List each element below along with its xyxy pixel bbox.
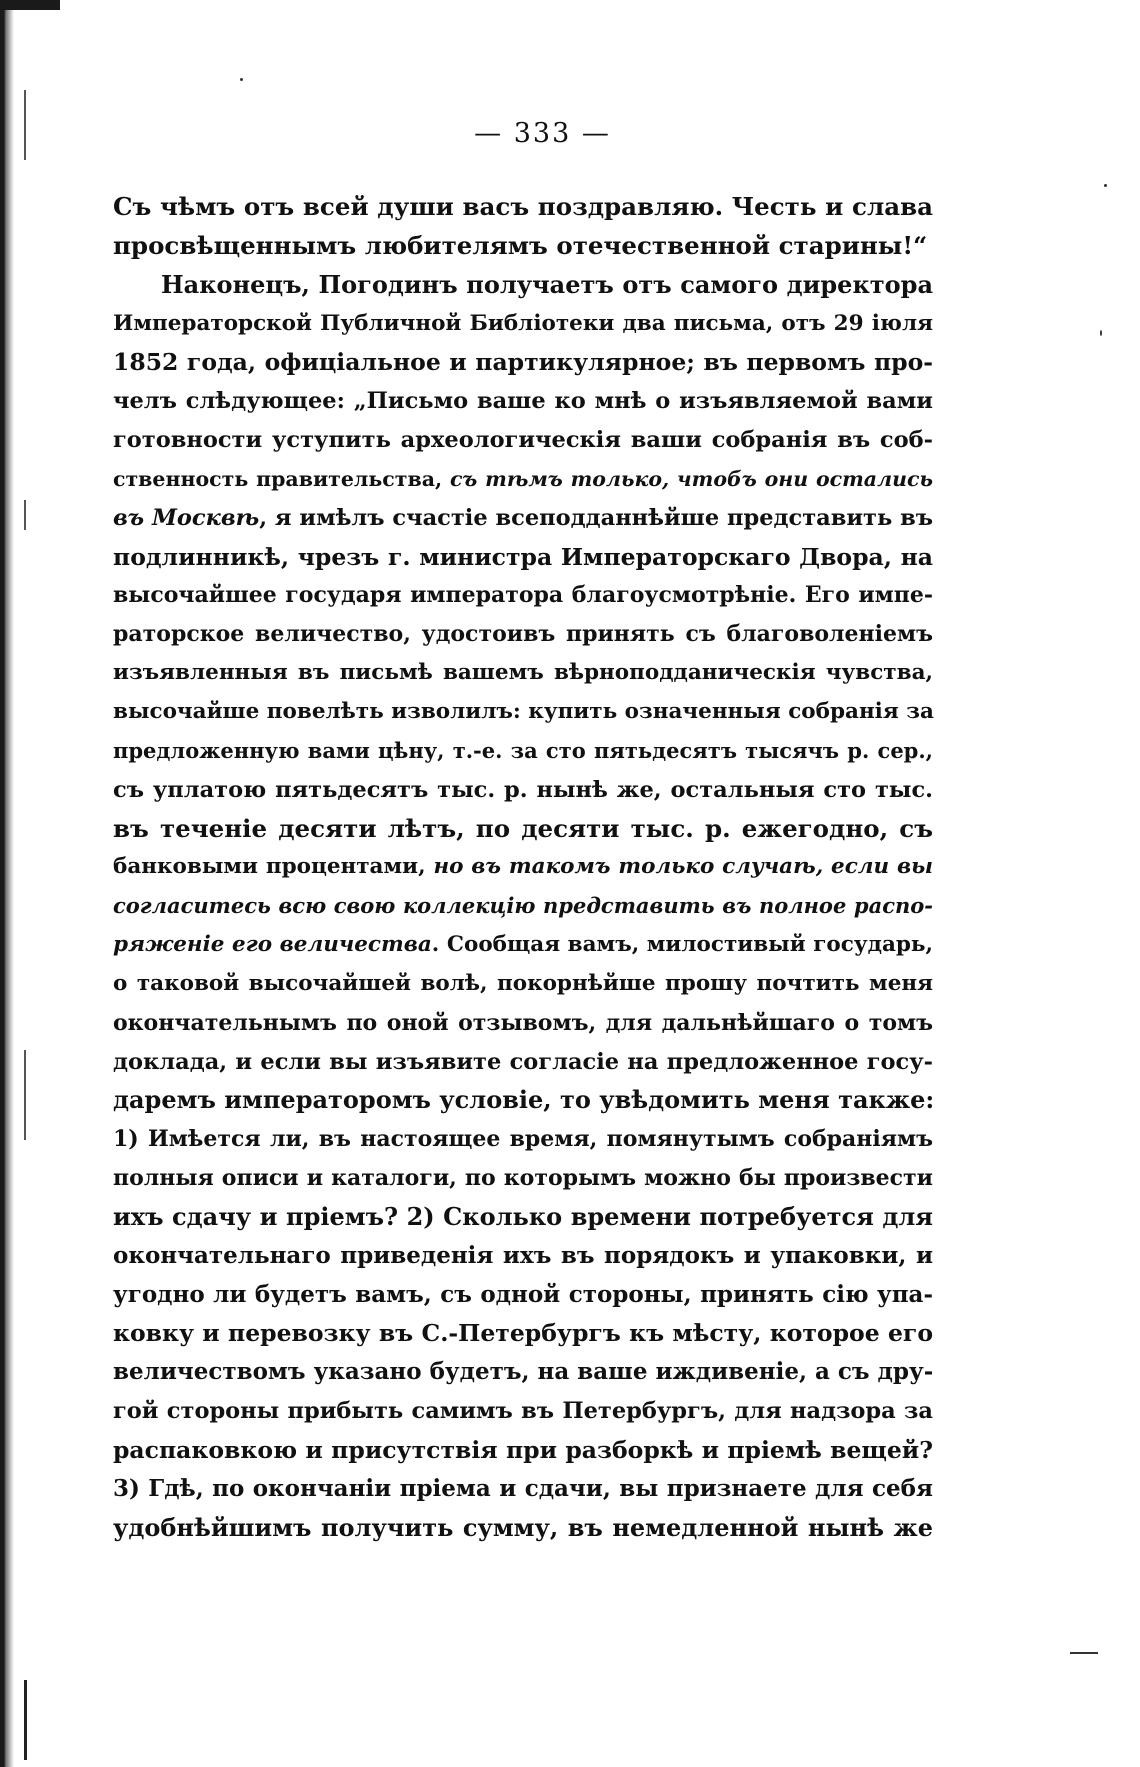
- text-segment: окончательнаго приведенія ихъ въ порядокъ и упаковки, и: [113, 1241, 933, 1269]
- text-segment: удобнѣйшимъ получить сумму, въ немедленной нынѣ же: [113, 1512, 933, 1542]
- scan-border-top: [0, 0, 60, 10]
- scan-border-left: [0, 0, 14, 1767]
- scan-speck: [1104, 184, 1107, 187]
- text-line: [113, 1509, 933, 1548]
- text-line: [113, 343, 933, 382]
- italic-text-segment: но въ такомъ только случаѣ, если вы: [433, 854, 933, 880]
- text-line: [113, 771, 933, 810]
- text-segment: Императорской Публичной Библіотеки два письма, отъ 29 іюля: [113, 310, 933, 336]
- text-segment: банковыми процентами,: [113, 854, 434, 880]
- text-line: [113, 1314, 933, 1353]
- text-line: [113, 848, 933, 887]
- text-line: [113, 1159, 933, 1198]
- text-segment: просвѣщеннымъ любителямъ отечественной старины!“: [113, 230, 928, 260]
- scan-artifact-mark: [24, 500, 26, 530]
- text-line: [113, 1081, 933, 1120]
- text-line: [113, 693, 933, 732]
- text-line: [113, 188, 933, 227]
- text-line: [113, 538, 933, 577]
- page-number: — 333 —: [474, 118, 611, 149]
- text-segment: . Сообщая вамъ, милостивый государь,: [431, 932, 933, 958]
- text-segment: высочайше повелѣть изволилъ: купить означенныя собранія за: [113, 698, 934, 724]
- text-line: [113, 1276, 933, 1315]
- text-line: [113, 421, 933, 460]
- text-line: [113, 615, 933, 654]
- text-segment: съ уплатою пятьдесятъ тыс. р. нынѣ же, остальныя сто тыс.: [113, 776, 933, 803]
- text-segment: ственность правительства,: [113, 466, 450, 491]
- text-line: [113, 887, 933, 926]
- text-segment: въ теченіе десяти лѣтъ, по десяти тыс. р. ежегодно, съ: [113, 813, 933, 843]
- text-line: [113, 1004, 933, 1043]
- text-segment: окончательнымъ по оной отзывомъ, для дальнѣйшаго о томъ: [113, 1009, 933, 1036]
- text-line: [113, 305, 933, 344]
- text-segment: о таковой высочайшей волѣ, покорнѣйше прошу почтить меня: [113, 970, 933, 996]
- text-segment: высочайшее государя императора благоусмотрѣніе. Его импе-: [113, 582, 933, 609]
- scan-speck: [1100, 330, 1102, 336]
- text-segment: Наконецъ, Погодинъ получаетъ отъ самого директора: [161, 269, 933, 299]
- italic-text-segment: согласитесь всю свою коллекцію представить въ полное распо-: [113, 893, 933, 919]
- text-segment: 3) Гдѣ, по окончаніи пріема и сдачи, вы признаете для себя: [113, 1474, 933, 1502]
- text-line: [113, 926, 933, 965]
- text-line: [113, 266, 933, 305]
- text-line: [113, 1392, 933, 1431]
- text-line: [113, 810, 933, 849]
- text-segment: Съ чѣмъ отъ всей души васъ поздравляю. Честь и слава: [113, 192, 933, 221]
- scan-artifact-mark: [24, 1050, 26, 1140]
- text-line: [113, 1353, 933, 1392]
- text-line: [113, 499, 933, 538]
- text-segment: 1852 года, офиціальное и партикулярное; въ первомъ про-: [113, 348, 933, 377]
- text-segment: доклада, и если вы изъявите согласіе на предложенное госу-: [113, 1048, 933, 1075]
- body-text: [113, 188, 933, 1548]
- text-line: [113, 576, 933, 615]
- text-line: [113, 1431, 933, 1470]
- text-segment: предложенную вами цѣну, т.-е. за сто пятьдесятъ тысячъ р. сер.,: [113, 737, 933, 763]
- text-line: [113, 965, 933, 1004]
- text-segment: подлинникѣ, чрезъ г. министра Императорскаго Двора, на: [113, 542, 933, 571]
- italic-text-segment: съ тѣмъ только, чтобъ они остались: [449, 466, 933, 491]
- scan-speck: [240, 78, 243, 81]
- text-line: [113, 460, 933, 499]
- italic-text-segment: ряженіе его величества: [113, 932, 432, 958]
- text-line: [113, 382, 933, 421]
- text-segment: ихъ сдачу и пріемъ? 2) Сколько времени потребуется для: [113, 1201, 933, 1231]
- text-segment: готовности уступить археологическія ваши собранія въ соб-: [113, 427, 933, 454]
- scan-speck: [1070, 1652, 1098, 1654]
- scan-artifact-mark: [24, 1680, 27, 1760]
- text-segment: угодно ли будетъ вамъ, съ одной стороны, принять сію упа-: [113, 1280, 933, 1308]
- text-segment: 1) Имѣется ли, въ настоящее время, помянутымъ собраніямъ: [113, 1126, 933, 1153]
- text-line: [113, 1043, 933, 1082]
- text-segment: раторское величество, удостоивъ принять съ благоволеніемъ: [113, 621, 933, 648]
- text-line: [113, 1470, 933, 1509]
- text-line: [113, 1120, 933, 1159]
- text-segment: изъявленныя въ письмѣ вашемъ вѣрноподданическія чувства,: [113, 660, 933, 686]
- text-segment: ковку и перевозку въ С.-Петербургъ къ мѣсту, которое его: [113, 1319, 933, 1348]
- text-line: [113, 654, 933, 693]
- italic-text-segment: въ Москвѣ: [113, 504, 260, 531]
- text-line: [113, 1237, 933, 1276]
- text-line: [113, 732, 933, 771]
- text-segment: величествомъ указано будетъ, на ваше иждивеніе, а съ дру-: [113, 1358, 934, 1386]
- text-segment: гой стороны прибыть самимъ въ Петербургъ, для надзора за: [113, 1398, 933, 1425]
- text-segment: распаковкою и присутствія при разборкѣ и пріемѣ вещей?: [113, 1436, 933, 1464]
- text-segment: полныя описи и каталоги, по которымъ можно бы произвести: [113, 1165, 933, 1192]
- text-segment: челъ слѣдующее: „Письмо ваше ко мнѣ о изъявляемой вами: [113, 388, 933, 415]
- text-line: [113, 227, 933, 266]
- text-segment: , я имѣлъ счастіе всеподданнѣйше представить въ: [259, 504, 933, 531]
- text-segment: даремъ императоромъ условіе, то увѣдомить меня также:: [113, 1085, 935, 1115]
- text-line: [113, 1198, 933, 1237]
